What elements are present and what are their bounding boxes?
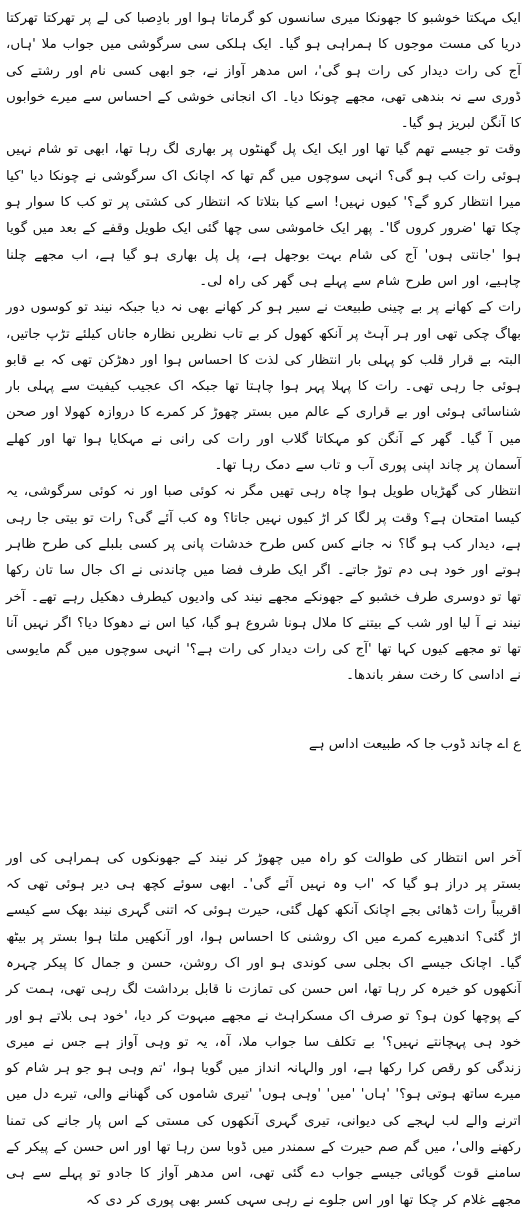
paragraph: ایک مہکتا خوشبو کا جھونکا میری سانسوں کو گرماتا ہوا اور بادِصبا کی لے پر تھرکتا تھرکتا دریا کی مست موجوں کا ہمراہی ہو گیا۔ ایک ہلکی سی سرگوشی میں جواب ملا 'ہاں، آج کی رات دیدار کی رات ہو گی'، اس مدھر آواز نے، جو ابھی کسی نام اور رشتے کی ڈوری سے نہ بندھی تھی، مجھے چونکا دیا۔ اک انجانی خوشی کے احساس سے میرے خوابوں کا آنگن لبریز ہو گیا۔	[6, 11, 521, 132]
paragraph: وقت تو جیسے تھم گیا تھا اور ایک ایک پل گھنٹوں پر بھاری لگ رہا تھا، ابھی تو شام نہیں ہوئی رات کب ہو گی؟ انہی سوچوں میں گم تھا کہ اچانک اک سرگوشی نے چونکا دیا 'کیا میرا انتظار کرو گے؟' کیوں نہیں! اسے کیا بتلاتا کہ انتظار کی کشتی پر تو کب کا سوار ہو چکا تھا 'ضرور کروں گا'۔ پھر ایک خاموشی سی چھا گئی ایک طویل وقفے کے بعد میں گویا ہوا 'جانتی ہوں' آج کی شام بہت بوجھل ہے، پل پل بھاری ہو گیا ہے، اب مجھے چلنا چاہیے، اور اس طرح شام سے پہلے ہی گھر کی راہ لی۔	[6, 142, 521, 289]
paragraph: آخر اس انتظار کی طوالت کو راہ میں چھوڑ کر نیند کے جھونکوں کی ہمراہی کی اور بستر پر دراز ہو گیا کہ 'اب وہ نہیں آئے گی'۔ ابھی سوئے کچھ ہی دیر ہوئی تھی کہ اقریباً رات ڈھائی بجے اچانک آنکھ کھل گئی، حیرت ہوئی کہ اتنی گہری نیند بھک سے کیسے اڑ گئی؟ اندھیرے کمرے میں اک روشنی کا احساس ہوا، اور آنکھیں ملتا ہوا بستر پر بیٹھ گیا۔ اچانک جیسے اک بجلی سی کوندی ہو اور اک روشن، حسن و جمال کا پیکر چہرہ آنکھوں کو خیرہ کر رہا تھا، اس حسن کی تمازت نا قابل برداشت لگ رہی تھی، ہمت کر کے پوچھا کون ہو؟ تو صرف اک مسکراہٹ نے مجھے مبہوت کر دیا، 'خود ہی بلاتے ہو اور خود ہی پہچانتے نہیں؟' بے تکلف سا جواب ملا، آہ، یہ تو وہی آواز ہے جس نے میری زندگی کو رقص کرا رکھا ہے، اور والہانہ انداز میں گویا ہوا، 'تم وہی ہو جو ہر شام کو میرے ساتھ ہوتی ہو؟' 'ہاں' 'میں' 'وہی ہوں' 'تیری شاموں کی گھنانے والی، تیرے دل میں اترنے والے لب لہجے کی دیوانی، تیری گہری آنکھوں کی مستی کے اس پار جانے کی تمنا رکھنے والی'، میں گم صم حیرت کے سمندر میں ڈوبا سن رہا تھا اور اس حسن کے پیکر کے سامنے قوت گویائی جیسے جواب دے گئی تھی، اس مدھر آواز کا جادو تو پہلے سے ہی مجھے غلام کر چکا تھا اور اس جلوے نے رہی سہی کسر بھی پوری کر دی کہ	[6, 850, 521, 1208]
paragraph: انتظار کی گھڑیاں طویل ہوا چاہ رہی تھیں مگر نہ کوئی صبا اور نہ کوئی سرگوشی، یہ کیسا امتحان ہے؟ وقت پر لگا کر اڑ کیوں نہیں جاتا؟ وہ کب آئے گی؟ رات تو بیتی جا رہی ہے، دیدار کب ہو گا؟ نہ جانے کس کس طرح خدشات پانی پر کسی بلبلے کی طرح ظاہر ہوتے اور خود ہی دم توڑ جاتے۔ اگر ایک طرف فضا میں چاندنی نے اک جال سا تان رکھا تھا تو دوسری طرف خشبو کے جھونکے مجھے نیند کی وادیوں کیطرف دھکیل رہے تھے۔ آخر نیند نے آ لیا اور شب کے بیتنے کا ملال ہونا شروع ہو گیا، کیا اس نے دھوکا دیا؟ اگر نہیں آنا تھا تو مجھے کیوں کہا تھا 'آج کی رات دیدار کی رات ہے؟' انہی سوچوں میں گم مایوسی نے اداسی کا رخت سفر باندھا۔	[6, 484, 521, 684]
verse-heading: ع اے چاند ڈوب جا کہ طبیعت اداس ہے	[308, 736, 521, 752]
spacer	[6, 758, 521, 846]
document-page	[6, 6, 521, 1214]
paragraph: رات کے کھانے پر بے چینی طبیعت نے سیر ہو کر کھانے بھی نہ دیا جبکہ نیند تو کوسوں دور بھاگ چکی تھی اور ہر آہٹ پر آنکھ کھول کر بے تاب نظریں نظارہ جاناں کیلئے تڑپ جاتیں، البتہ بے قرار قلب کو پہلی بار انتظار کی لذت کا احساس ہوا اور دھڑکن تھی کہ بے قابو ہوئی جا رہی تھی۔ رات کا پہلا پہر ہوا چاہتا تھا جبکہ اک عجیب کیفیت سے پہلی بار شناسائی ہوئی اور بے قراری کے عالم میں بستر چھوڑ کر کمرے کا دروازہ کھولا اور صحن میں آ گیا۔ گھر کے آنگن کو مہکاتا گلاب اور رات کی رانی نے مہکایا ہوا تھا اور کھلے آسمان پر چاند اپنی پوری آب و تاب سے دمک رہا تھا۔	[6, 300, 521, 474]
